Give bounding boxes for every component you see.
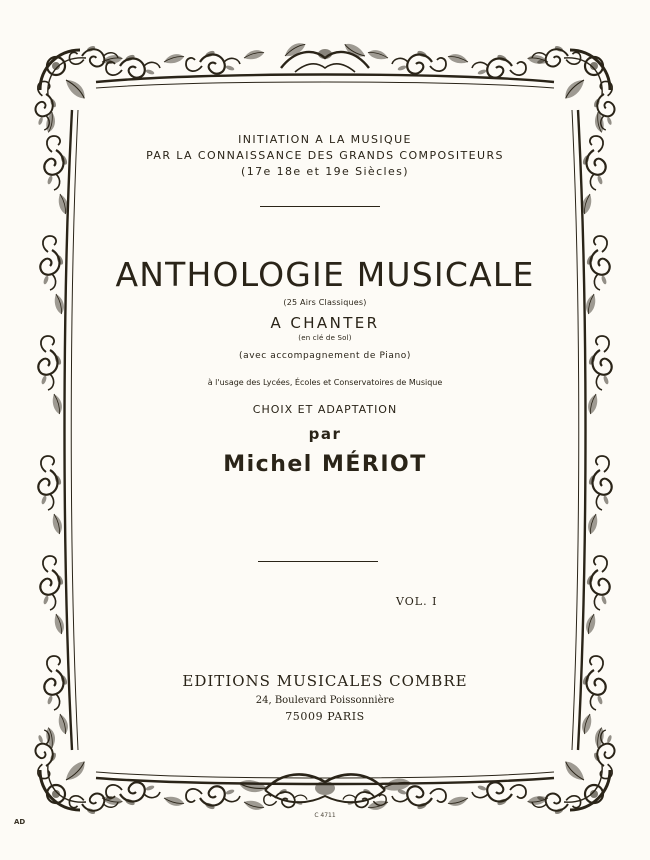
- selection-label: CHOIX ET ADAPTATION: [252, 403, 398, 416]
- series-line-2: PAR LA CONNAISSANCE DES GRANDS COMPOSITEURS: [146, 149, 504, 162]
- series-line-3: (17e 18e et 19e Siècles): [241, 165, 409, 178]
- publisher-address: 24, Boulevard Poissonnière: [255, 695, 395, 706]
- by-label: par: [308, 425, 342, 443]
- corner-code: AD: [14, 818, 26, 826]
- publisher-city: 75009 PARIS: [285, 710, 365, 723]
- plate-number: C 4711: [314, 812, 336, 819]
- subtitle: (25 Airs Classiques): [283, 298, 367, 307]
- clef-note: (en clé de Sol): [298, 334, 352, 342]
- author-name: Michel MÉRIOT: [223, 452, 427, 477]
- series-line-1: INITIATION A LA MUSIQUE: [238, 133, 412, 146]
- accompaniment-note: (avec accompagnement de Piano): [238, 351, 412, 361]
- bottom-divider: [258, 561, 378, 562]
- main-title: ANTHOLOGIE MUSICALE: [115, 255, 535, 294]
- volume-number: VOL. I: [396, 595, 438, 608]
- series-heading: [90, 132, 560, 180]
- top-divider: [260, 206, 380, 207]
- usage-note: à l'usage des Lycées, Écoles et Conservatoires de Musique: [207, 378, 443, 387]
- publisher-name: EDITIONS MUSICALES COMBRE: [182, 672, 468, 690]
- chanter-heading: A CHANTER: [270, 314, 380, 332]
